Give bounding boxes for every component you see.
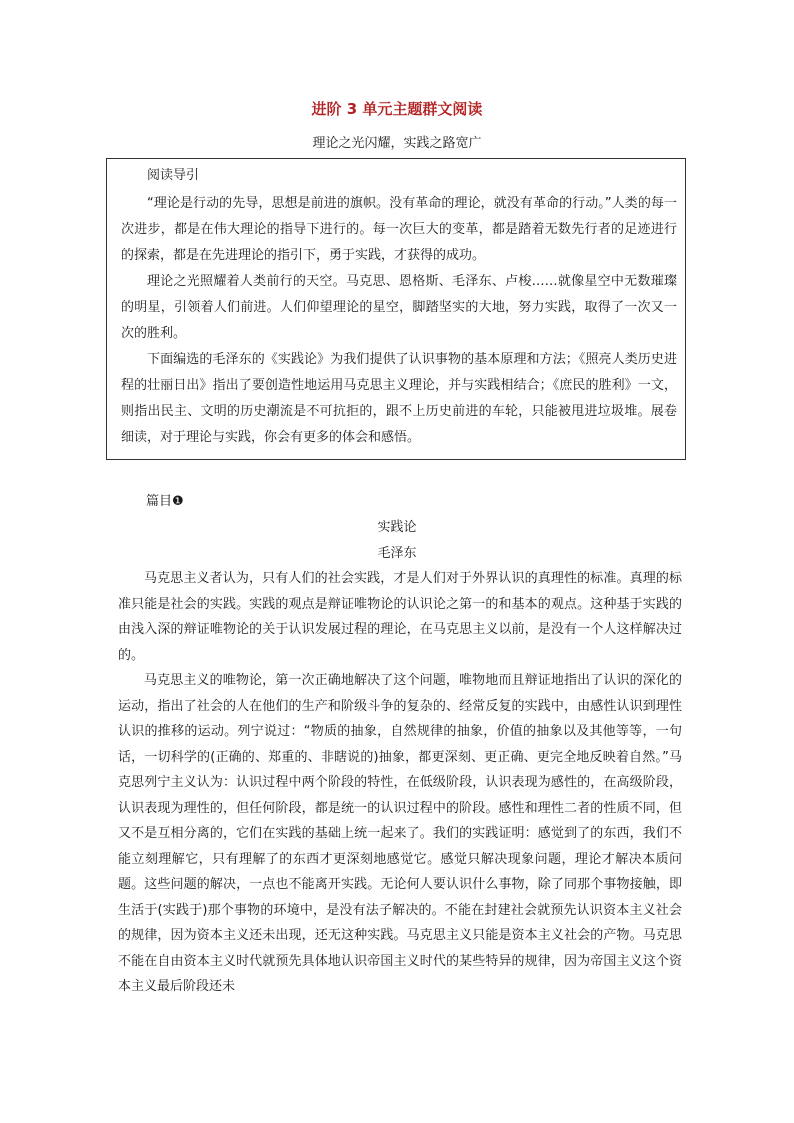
reading-guide-label: 阅读导引: [147, 168, 200, 183]
essay-paragraph: 马克思主义的唯物论，第一次正确地解决了这个问题，唯物地而且辩证地指出了认识的深化的运动，指出了社会的人在他们的生产和阶级斗争的复杂的、经常反复的实践中，由感性认识到理性认识的推移的运动。列宁说过：“物质的抽象，自然规律的抽象，价值的抽象以及其他等等，一句话，一切科学的(正确的、郑重的、非瞎说的)抽象，都更深刻、更正确、更完全地反映着自然。”马克思列宁主义认为：认识过程中两个阶段的特性，在低级阶段，认识表现为感性的，在高级阶段，认识表现为理性的，但任何阶段，都是统一的认识过程中的阶段。感性和理性二者的性质不同，但又不是互相分离的，它们在实践的基础上统一起来了。我们的实践证明：感觉到了的东西，我们不能立刻理解它，只有理解了的东西才更深刻地感觉它。感觉只解决现象问题，理论才解决本质问题。这些问题的解决，一点也不能离开实践。无论何人要认识什么事物，除了同那个事物接触，即生活于(实践于)那个事物的环境中，是没有法子解决的。不能在封建社会就预先认识资本主义社会的规律，因为资本主义还未出现，还无这种实践。马克思主义只能是资本主义社会的产物。马克思不能在自由资本主义时代就预先具体地认识帝国主义时代的某些特异的规律，因为帝国主义这个资本主义最后阶段还未: [118, 673, 682, 994]
guide-paragraph: “理论是行动的先导，思想是前进的旗帜。没有革命的理论，就没有革命的行动。”人类的每一次进步，都是在伟大理论的指导下进行的。每一次巨大的变革，都是踏着无数先行者的足迹进行的探索，都是在先进理论的指引下，勇于实践，才获得的成功。: [121, 196, 677, 263]
essay-body: [118, 566, 682, 1000]
reading-guide-text: [121, 191, 677, 451]
essay-author: 毛泽东: [377, 546, 417, 561]
essay-paragraph: 马克思主义者认为，只有人们的社会实践，才是人们对于外界认识的真理性的标准。真理的标准只能是社会的实践。实践的观点是辩证唯物论的认识论之第一的和基本的观点。这种基于实践的由浅入深的辩证唯物论的关于认识发展过程的理论，在马克思主义以前，是没有一个人这样解决过的。: [118, 571, 682, 663]
essay-title: 实践论: [377, 520, 417, 535]
piece-label: 篇目❶: [146, 494, 184, 509]
page-subtitle: 理论之光闪耀，实践之路宽广: [312, 136, 482, 151]
page-title: 进阶 3 单元主题群文阅读: [311, 100, 483, 118]
guide-paragraph: 下面编选的毛泽东的《实践论》为我们提供了认识事物的基本原理和方法；《照亮人类历史进程的壮丽日出》指出了要创造性地运用马克思主义理论，并与实践相结合；《庶民的胜利》一文，则指出民主、文明的历史潮流是不可抗拒的，跟不上历史前进的车轮，只能被甩进垃圾堆。展卷细读，对于理论与实践，你会有更多的体会和感悟。: [121, 352, 677, 445]
reading-guide-box: [106, 158, 686, 460]
guide-paragraph: 理论之光照耀着人类前行的天空。马克思、恩格斯、毛泽东、卢梭……就像星空中无数璀璨的明星，引领着人们前进。人们仰望理论的星空，脚踏坚实的大地，努力实践，取得了一次又一次的胜利。: [121, 274, 677, 341]
